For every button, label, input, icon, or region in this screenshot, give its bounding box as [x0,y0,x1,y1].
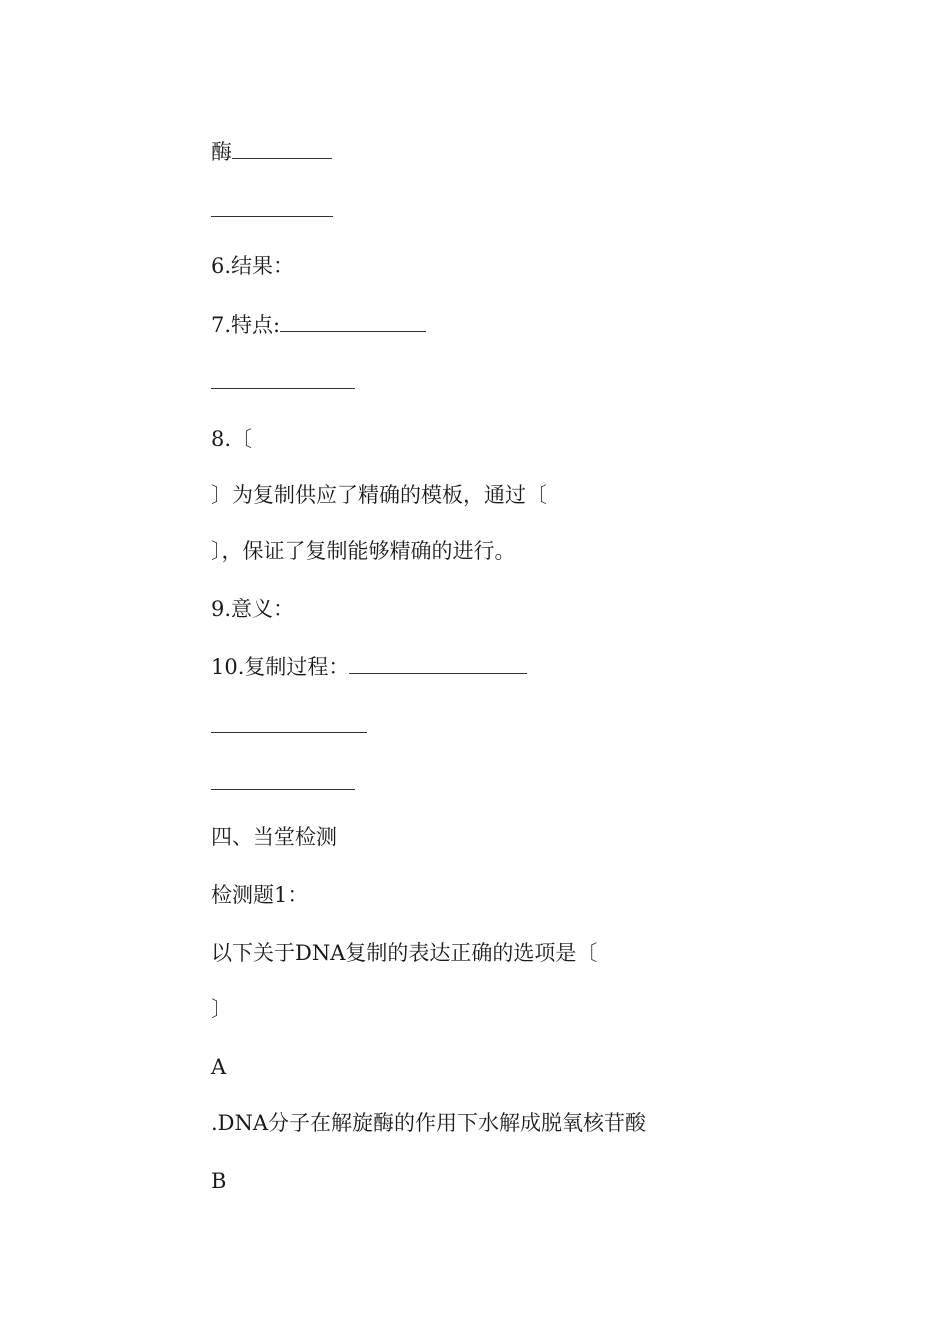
result-line: 6.结果： [211,254,295,278]
enzyme-label: 酶 [211,140,232,164]
q8-open-line: 8.〔 [211,427,253,451]
fill-blank-line [211,388,355,389]
option-b-label: B [211,1169,227,1193]
fill-blank [232,136,332,159]
fill-blank-line [211,216,333,217]
question-text: 以下关于DNA复制的表达正确的选项是〔 [211,941,598,965]
process-line [211,651,527,681]
test-title: 检测题1： [211,883,309,907]
meaning-line: 9.意义： [211,597,295,621]
fill-blank [280,309,426,332]
fill-blank-line [211,789,355,790]
question-close: 〕 [211,997,232,1021]
option-a-label: A [211,1055,227,1079]
process-label: 10.复制过程： [211,655,350,679]
section-heading: 四、当堂检测 [211,825,337,849]
fill-blank [349,651,527,674]
feature-label: 7.特点: [211,313,281,337]
q8-end-line: 〕，保证了复制能够精确的进行。 [211,539,516,563]
q8-mid-line: 〕为复制供应了精确的模板，通过〔 [211,483,547,507]
option-a-text: .DNA分子在解旋酶的作用下水解成脱氧核苷酸 [211,1111,647,1135]
feature-line [211,309,426,339]
fill-blank-line [211,732,367,733]
enzyme-line [211,136,332,166]
